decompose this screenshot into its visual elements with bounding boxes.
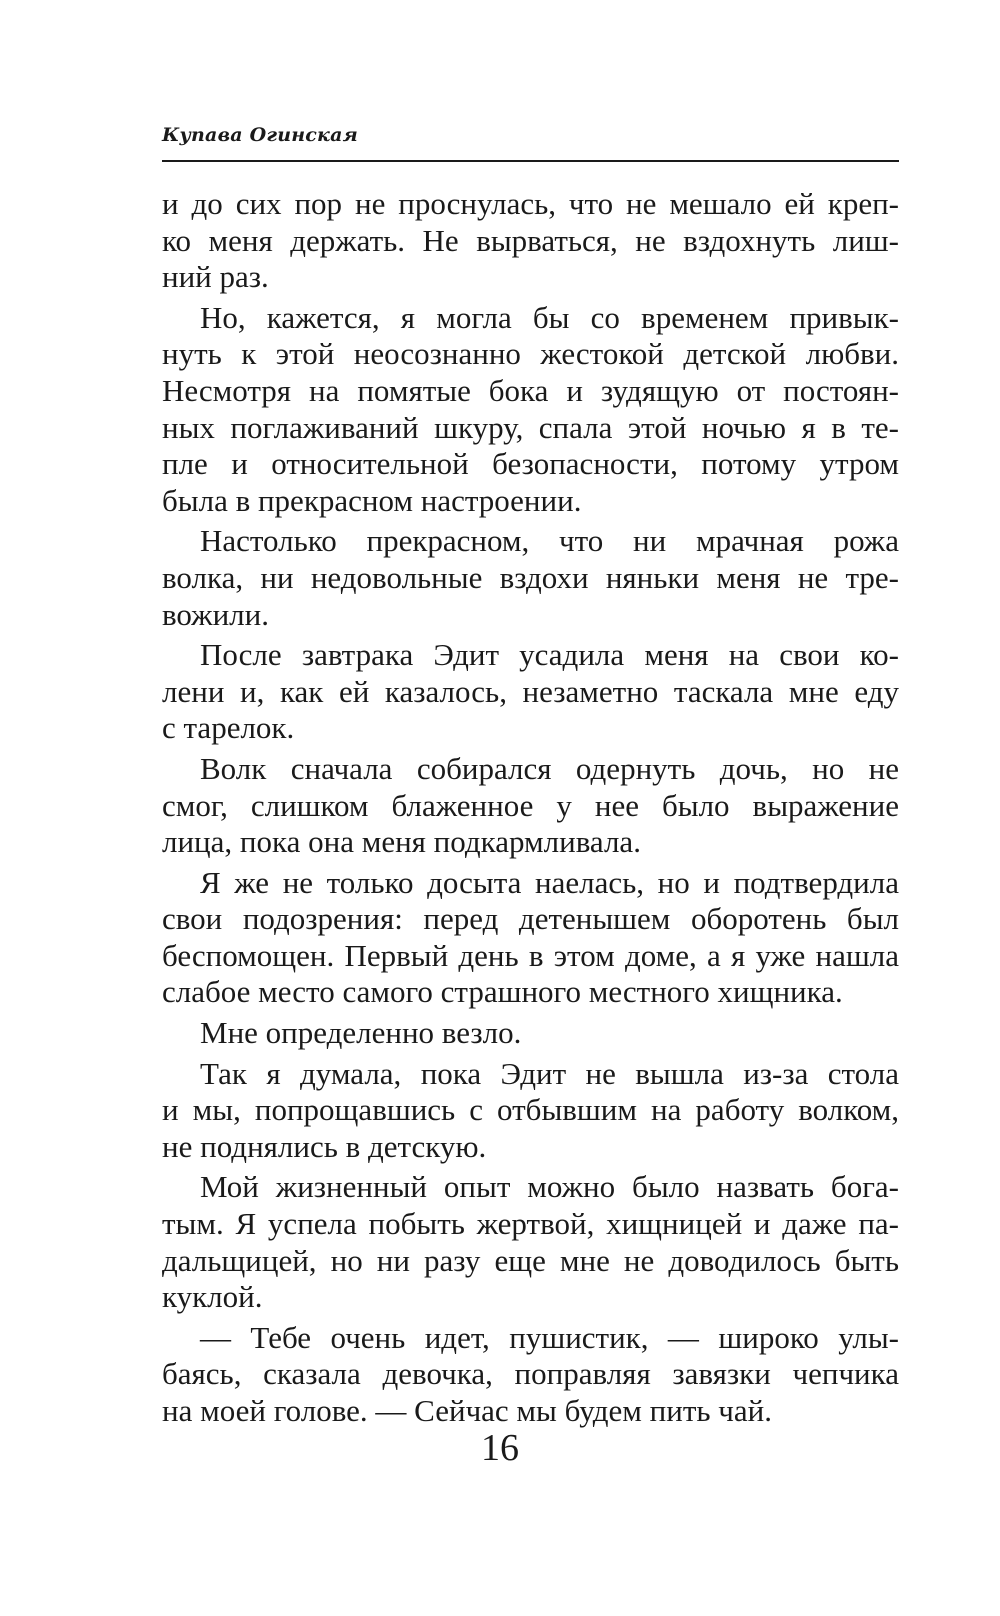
text-line: свои подозрения: перед детенышем оборотень был: [162, 901, 899, 937]
text-line: вожили.: [162, 596, 269, 632]
text-line: Но, кажется, я могла бы со временем привык-: [200, 299, 899, 335]
text-line: с тарелок.: [162, 710, 295, 746]
text-line: Я же не только досыта наелась, но и подтвердила: [200, 864, 899, 900]
text-line: — Тебе очень идет, пушистик, — широко улы-: [200, 1319, 899, 1355]
text-line: ных поглаживаний шкуру, спала этой ночью я в те-: [162, 409, 899, 445]
page-number: 16: [481, 1427, 519, 1469]
text-line: лени и, как ей казалось, незаметно таскала мне еду: [162, 673, 899, 709]
text-line: Волк сначала собирался одернуть дочь, но не: [200, 750, 899, 786]
text-line: и мы, попрощавшись с отбывшим на работу волком,: [162, 1092, 899, 1128]
text-line: слабое место самого страшного местного хищника.: [162, 974, 843, 1010]
text-line: на моей голове. — Сейчас мы будем пить чай.: [162, 1393, 772, 1428]
text-line: была в прекрасном настроении.: [162, 482, 582, 518]
running-head: [162, 124, 899, 162]
text-line: волка, ни недовольные вздохи няньки меня не тре-: [162, 559, 899, 595]
text-line: Так я думала, пока Эдит не вышла из-за стола: [200, 1055, 899, 1091]
text-line: нуть к этой неосознанно жестокой детской любви.: [162, 336, 899, 372]
text-line: ко меня держать. Не вырваться, не вздохнуть лиш-: [162, 222, 899, 258]
text-line: дальщицей, но ни разу еще мне не доводилось быть: [162, 1242, 899, 1278]
text-line: лица, пока она меня подкармливала.: [162, 824, 641, 860]
text-line: не поднялись в детскую.: [162, 1128, 487, 1164]
text-line: Мне определенно везло.: [200, 1015, 522, 1051]
text-line: пле и относительной безопасности, потому утром: [162, 446, 899, 482]
text-line: куклой.: [162, 1279, 263, 1315]
text-line: После завтрака Эдит усадила меня на свои ко-: [200, 637, 899, 673]
text-line: и до сих пор не проснулась, что не мешало ей креп-: [162, 186, 899, 221]
body-text: [162, 186, 899, 1430]
text-line: смог, слишком блаженное у нее было выражение: [162, 787, 899, 823]
text-line: баясь, сказала девочка, поправляя завязки чепчика: [162, 1356, 899, 1392]
text-line: беспомощен. Первый день в этом доме, а я уже нашла: [162, 937, 899, 973]
text-line: Настолько прекрасном, что ни мрачная рожа: [200, 523, 899, 559]
author-name: Купава Огинская: [162, 124, 358, 146]
text-line: ний раз.: [162, 259, 269, 295]
text-line: Несмотря на помятые бока и зудящую от постоян-: [162, 372, 899, 408]
text-line: Мой жизненный опыт можно было назвать бога-: [200, 1169, 899, 1205]
text-line: тым. Я успела побыть жертвой, хищницей и даже па-: [162, 1206, 899, 1242]
